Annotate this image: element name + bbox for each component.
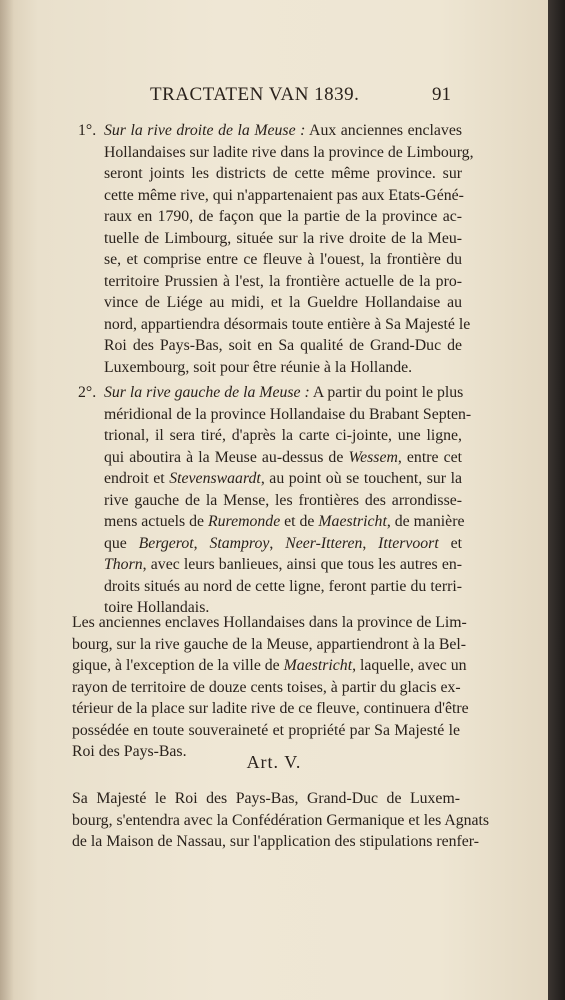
text-span: que <box>104 534 139 552</box>
place-name: Stamproy <box>209 534 270 552</box>
text-line: trional, il sera tiré, d'après la carte ci-jointe, une ligne, <box>104 427 462 444</box>
text-span: , au point où se touchent, sur la <box>260 470 463 487</box>
page-number: 91 <box>432 84 451 105</box>
text-span: qui aboutira à la Meuse au-dessus de <box>104 448 349 466</box>
text-line <box>104 511 465 533</box>
item-1 <box>78 120 474 378</box>
text-line: Hollandaises sur ladite rive dans la province de Limbourg, <box>104 143 474 161</box>
item-2-number: 2°. <box>78 384 97 401</box>
text-span: , <box>269 534 286 552</box>
text-line: bourg, sur la rive gauche de la Meuse, appartiendront à la Bel- <box>72 635 467 653</box>
item-1-number: 1°. <box>78 122 97 139</box>
running-title: TRACTATEN VAN 1839. <box>150 84 360 105</box>
text-span: et <box>438 534 462 552</box>
text-span: A partir du point le plus <box>309 384 464 401</box>
item-2-heading: Sur la rive gauche de la Meuse : <box>104 384 310 401</box>
place-name: Thorn <box>104 556 143 573</box>
text-span: mens actuels de <box>104 513 208 530</box>
gutter-shadow <box>0 0 14 1000</box>
item-1-text <box>104 120 474 378</box>
text-line: méridional de la province Hollandaise du Brabant Septen- <box>104 405 472 423</box>
text-line <box>104 533 462 555</box>
place-name: Wessem <box>348 448 398 466</box>
text-line: possédée en toute souveraineté et propriété par Sa Majesté le <box>72 721 460 739</box>
text-line <box>104 447 462 469</box>
text-span: , entre cet <box>397 448 462 466</box>
text-line <box>104 382 462 404</box>
text-span: Aux anciennes enclaves <box>305 122 462 139</box>
text-line <box>104 554 462 576</box>
text-span: , <box>193 534 210 552</box>
place-name: Ruremonde <box>207 513 281 530</box>
text-line: se, et comprise entre ce fleuve à l'ouest, la frontière du <box>104 251 462 268</box>
text-span: gique, à l'exception de la ville de <box>72 657 284 674</box>
text-line: Roi des Pays-Bas, soit en Sa qualité de Grand-Duc de <box>104 337 462 354</box>
article-text <box>72 788 490 853</box>
text-span: , de manière <box>386 513 465 530</box>
text-line: térieur de la place sur ladite rive de ce fleuve, continuera d'être <box>72 700 469 717</box>
text-span: , avec leurs banlieues, ainsi que tous les autres en- <box>142 556 462 573</box>
text-span: , laquelle, avec un <box>352 657 467 674</box>
text-line: Sa Majesté le Roi des Pays-Bas, Grand-Duc de Luxem- <box>72 790 460 807</box>
page-edge <box>548 0 565 1000</box>
text-span: et de <box>280 513 319 530</box>
text-line: de la Maison de Nassau, sur l'application des stipulations renfer- <box>72 833 480 850</box>
place-name: Ittervoort <box>378 534 439 552</box>
text-line: rayon de territoire de douze cents toises, à partir du glacis ex- <box>72 678 461 696</box>
text-line <box>104 468 462 490</box>
page-header <box>0 84 548 110</box>
text-span: , <box>362 534 379 552</box>
text-line: Roi des Pays-Bas. <box>72 743 187 760</box>
text-line: vince de Liége au midi, et la Gueldre Hollandaise au <box>104 294 462 311</box>
place-name: Neer-Itteren <box>285 534 363 552</box>
text-line: toire Hollandais. <box>104 599 210 616</box>
item-1-heading: Sur la rive droite de la Meuse : <box>104 122 306 139</box>
text-line: bourg, s'entendra avec la Confédération Germanique et les Agnats <box>72 811 490 829</box>
text-line: rive gauche de la Mense, les frontières des arrondisse- <box>104 491 462 509</box>
item-2-text <box>104 382 472 619</box>
text-line: tuelle de Limbourg, située sur la rive droite de la Meu- <box>104 229 462 247</box>
place-name: Maestricht <box>283 657 353 674</box>
text-line: territoire Prussien à l'est, la frontière actuelle de la pro- <box>104 272 462 290</box>
text-span: endroit et <box>104 470 170 487</box>
article-heading: Art. V. <box>246 752 302 772</box>
item-2 <box>78 382 472 619</box>
paragraph-enclaves <box>72 612 469 763</box>
text-line: droits situés au nord de cette ligne, feront partie du terri- <box>104 577 462 595</box>
text-line: Luxembourg, soit pour être réunie à la Hollande. <box>104 358 413 376</box>
place-name: Stevenswaardt <box>169 470 261 487</box>
text-line <box>104 120 462 142</box>
place-name: Maestricht <box>318 513 387 530</box>
text-line: seront joints les districts de cette même province. sur <box>104 165 462 182</box>
text-line <box>72 655 467 677</box>
text-line: Les anciennes enclaves Hollandaises dans la province de Lim- <box>72 614 467 631</box>
text-line: cette même rive, qui n'appartenaient pas aux Etats-Géné- <box>104 186 464 204</box>
text-line: nord, appartiendra désormais toute entière à Sa Majesté le <box>104 315 471 333</box>
text-line: raux en 1790, de façon que la partie de la province ac- <box>104 208 462 225</box>
place-name: Bergerot <box>138 534 194 552</box>
